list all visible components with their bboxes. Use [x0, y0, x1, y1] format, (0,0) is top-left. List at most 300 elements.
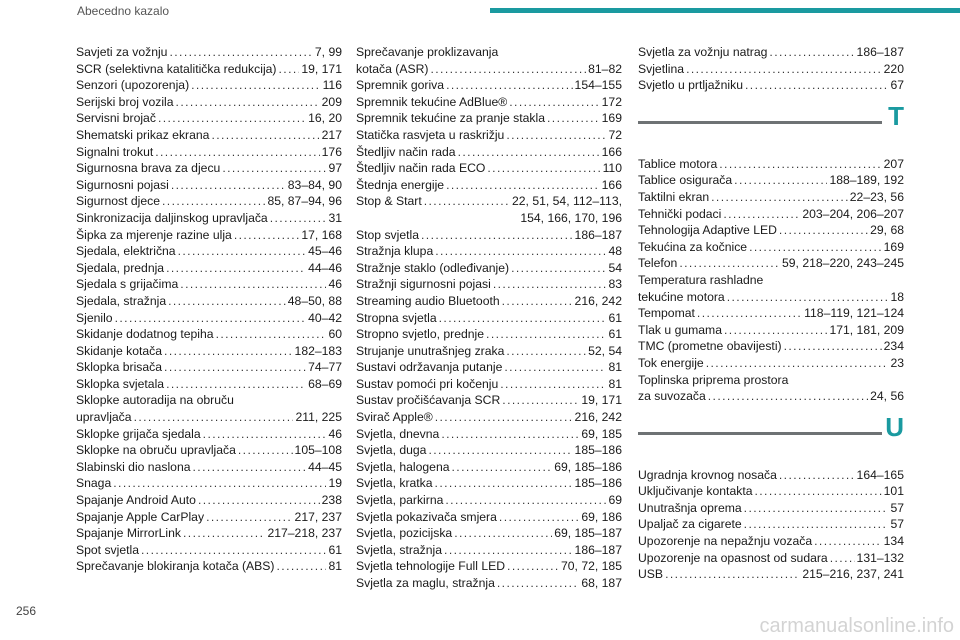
- leader-dots: [745, 77, 888, 94]
- index-column-2: [356, 44, 622, 592]
- index-list-u: [638, 467, 904, 583]
- index-entry-term: Spremnik tekućine AdBlue®: [356, 94, 508, 109]
- index-entry: [76, 276, 342, 293]
- index-entry: [638, 255, 904, 272]
- index-entry-pages: 74–77: [308, 360, 342, 375]
- leader-dots: [454, 525, 552, 542]
- index-entry: [76, 110, 342, 127]
- index-entry-term: Upozorenje na nepažnju vozača: [638, 534, 813, 549]
- index-entry: [76, 426, 342, 443]
- leader-dots: [506, 127, 606, 144]
- index-entry: [76, 260, 342, 277]
- leader-dots: [493, 276, 607, 293]
- leader-dots: [497, 575, 579, 592]
- index-entry-term: Štednja energije: [356, 177, 445, 192]
- index-entry-term: Sjedala s grijačima: [76, 277, 179, 292]
- leader-dots: [744, 500, 889, 517]
- leader-dots: [203, 426, 327, 443]
- index-entry-term: Streaming audio Bluetooth: [356, 293, 500, 308]
- index-entry-pages: 69, 185–186: [554, 459, 622, 474]
- index-entry-pages: 61: [328, 542, 342, 557]
- index-entry: [356, 177, 622, 194]
- index-entry-term: Spot svjetla: [76, 542, 140, 557]
- index-entry: [76, 44, 342, 61]
- index-entry-pages: 186–187: [574, 542, 622, 557]
- section-letter-t: T: [888, 100, 904, 131]
- leader-dots: [198, 492, 320, 509]
- leader-dots: [166, 260, 306, 277]
- index-entry-pages: 17, 168: [301, 227, 342, 242]
- index-entry-term: Svjetla, dnevna: [356, 426, 440, 441]
- section-rule: [638, 432, 882, 435]
- leader-dots: [183, 525, 265, 542]
- leader-dots: [706, 355, 889, 372]
- index-entry: [356, 343, 622, 360]
- index-entry-pages: 61: [608, 310, 622, 325]
- index-entry: [356, 293, 622, 310]
- index-entry-pages: 105–108: [294, 443, 342, 458]
- leader-dots: [234, 227, 300, 244]
- index-entry-term: Sjedala, prednja: [76, 260, 165, 275]
- index-entry-term: Serijski broj vozila: [76, 94, 174, 109]
- leader-dots: [458, 144, 600, 161]
- index-entry-pages: 154–155: [574, 78, 622, 93]
- index-entry-pages: 68, 187: [581, 576, 622, 590]
- index-entry: [76, 359, 342, 376]
- index-entry-pages: 172: [601, 94, 622, 109]
- index-entry-pages: 217, 237: [294, 509, 342, 524]
- leader-dots: [435, 475, 573, 492]
- index-entry-term: Signalni trokut: [76, 144, 154, 159]
- index-entry: [638, 550, 904, 567]
- index-entry-pages: 83–84, 90: [287, 177, 342, 192]
- index-entry: [638, 322, 904, 339]
- index-entry-term: Shematski prikaz ekrana: [76, 127, 210, 142]
- leader-dots: [754, 483, 881, 500]
- index-entry-term: Svjetlo u prtljažniku: [638, 78, 743, 93]
- leader-dots: [164, 359, 306, 376]
- leader-dots: [502, 392, 579, 409]
- leader-dots: [180, 276, 326, 293]
- index-entry-pages: 70, 72, 185: [561, 559, 622, 574]
- index-entry-term: upravljača: [76, 410, 132, 425]
- index-entry-pages: 209: [321, 94, 342, 109]
- index-entry-term: Štedljiv način rada: [356, 144, 456, 159]
- index-entry-pages: 57: [890, 500, 904, 515]
- page-number: 256: [16, 604, 37, 618]
- index-entry-pages: 57: [890, 517, 904, 532]
- index-entry-pages: 234: [883, 339, 904, 354]
- index-entry-pages: 31: [328, 210, 342, 225]
- index-entry: [638, 467, 904, 484]
- leader-dots: [166, 376, 306, 393]
- index-entry-pages: 46: [328, 426, 342, 441]
- index-entry-pages: 68–69: [308, 376, 342, 391]
- index-entry-pages: 110: [602, 161, 622, 176]
- leader-dots: [727, 289, 889, 306]
- index-entry: [638, 222, 904, 239]
- index-entry-pages: 22–23, 56: [849, 189, 904, 204]
- index-entry: [638, 533, 904, 550]
- leader-dots: [779, 467, 855, 484]
- index-entry-term: Tok energije: [638, 355, 704, 370]
- index-entry-pages: 7, 99: [314, 45, 342, 59]
- index-entry-pages: 131–132: [856, 550, 904, 565]
- index-entry-pages: 16, 20: [308, 111, 342, 126]
- index-entry-term: Sinkronizacija daljinskog upravljača: [76, 210, 268, 225]
- leader-dots: [277, 558, 327, 575]
- leader-dots: [158, 110, 306, 127]
- index-entry-term: Svirač Apple®: [356, 410, 433, 425]
- index-entry-term: Tehnologija Adaptive LED: [638, 223, 777, 238]
- leader-dots: [141, 542, 326, 559]
- leader-dots: [428, 442, 572, 459]
- leader-dots: [487, 160, 600, 177]
- index-entry: [76, 376, 342, 393]
- index-entry: [76, 459, 342, 476]
- leader-dots: [444, 542, 573, 559]
- index-entry-pages: 176: [321, 144, 342, 159]
- index-entry-term: Svjetla, pozicijska: [356, 526, 453, 541]
- index-entry-pages: 46: [328, 277, 342, 292]
- index-entry: [638, 516, 904, 533]
- index-entry-pages: 40–42: [308, 310, 342, 325]
- index-entry-term: Slabinski dio naslona: [76, 459, 191, 474]
- index-entry: [638, 206, 904, 223]
- index-entry: [356, 542, 622, 559]
- header-accent-bar: [490, 8, 960, 13]
- index-entry-term: Sigurnosna brava za djecu: [76, 161, 221, 176]
- index-entry-term: SCR (selektivna katalitička redukcija): [76, 61, 277, 76]
- index-entry-pages: 216, 242: [574, 293, 622, 308]
- index-entry: [356, 509, 622, 526]
- section-divider-u: [638, 411, 904, 457]
- index-entry-pages: 216, 242: [574, 410, 622, 425]
- leader-dots: [168, 293, 286, 310]
- section-rule: [638, 121, 882, 124]
- leader-dots: [222, 160, 326, 177]
- index-entry: [638, 338, 904, 355]
- index-entry-term: Strujanje unutrašnjeg zraka: [356, 343, 505, 358]
- index-entry-pages: 48: [608, 244, 622, 259]
- index-entry-pages: 85, 87–94, 96: [267, 194, 342, 209]
- index-entry: [638, 289, 904, 306]
- leader-dots: [446, 177, 600, 194]
- index-entry-term: Sustav pomoći pri kočenju: [356, 376, 499, 391]
- leader-dots: [769, 44, 854, 61]
- index-entry-pages: 185–186: [574, 476, 622, 491]
- index-entry-term: Servisni brojač: [76, 111, 156, 126]
- index-entry-term: Štedljiv način rada ECO: [356, 161, 486, 176]
- leader-dots: [445, 492, 606, 509]
- index-entry: [638, 305, 904, 322]
- index-entry: [638, 172, 904, 189]
- index-entry-term: Sjenilo: [76, 310, 113, 325]
- index-entry: [638, 77, 904, 94]
- index-entry: [638, 61, 904, 78]
- index-entry-term: Sklopka brisača: [76, 360, 163, 375]
- index-column-1: [76, 44, 342, 575]
- index-entry-pages: 217–218, 237: [267, 526, 342, 541]
- index-entry: [356, 276, 622, 293]
- index-entry: [356, 575, 622, 592]
- leader-dots: [439, 310, 607, 327]
- watermark: carmanualsonline.info: [759, 615, 954, 637]
- index-column-3: [638, 44, 904, 583]
- index-entry-term: Svjetla, halogena: [356, 459, 450, 474]
- leader-dots: [708, 388, 868, 405]
- index-entry: [76, 77, 342, 94]
- leader-dots: [155, 144, 319, 161]
- index-entry-term: Tablice motora: [638, 156, 718, 171]
- index-entry-pages: 69: [608, 493, 622, 508]
- index-entry-term: Sjedala, električna: [76, 244, 176, 259]
- leader-dots: [216, 326, 327, 343]
- index-entry: [76, 558, 342, 575]
- leader-dots: [421, 227, 573, 244]
- index-entry: [356, 492, 622, 509]
- leader-dots: [830, 550, 855, 567]
- index-entry-term: Stropno svjetlo, prednje: [356, 327, 485, 342]
- index-entry-term: Tablice osigurača: [638, 173, 733, 188]
- index-entry: [356, 475, 622, 492]
- leader-dots: [814, 533, 882, 550]
- index-entry-term: Telefon: [638, 256, 678, 271]
- leader-dots: [547, 110, 600, 127]
- index-entry-term: Spremnik goriva: [356, 78, 445, 93]
- leader-dots: [734, 172, 827, 189]
- index-entry-term: Uključivanje kontakta: [638, 484, 753, 499]
- index-entry-pages: 60: [328, 327, 342, 342]
- index-entry: [76, 210, 342, 227]
- index-entry-pages: 97: [328, 161, 342, 176]
- leader-dots: [500, 376, 606, 393]
- index-entry-term: Sjedala, stražnja: [76, 293, 167, 308]
- index-entry: [76, 243, 342, 260]
- index-entry-term: Tempomat: [638, 306, 695, 321]
- index-entry: [76, 509, 342, 526]
- index-entry: [356, 243, 622, 260]
- index-entry: [76, 409, 342, 426]
- index-entry-pages: 116: [322, 78, 342, 93]
- index-entry-pages: 166: [601, 144, 622, 159]
- index-entry-pages: 44–46: [308, 260, 342, 275]
- leader-dots: [176, 94, 320, 111]
- leader-dots: [430, 61, 586, 78]
- index-entry-pages: 182–183: [294, 343, 342, 358]
- leader-dots: [679, 255, 780, 272]
- leader-dots: [749, 239, 882, 256]
- index-entry: [638, 388, 904, 405]
- index-entry: [356, 160, 622, 177]
- leader-dots: [171, 177, 286, 194]
- index-entry-term: Šipka za mjerenje razine ulja: [76, 227, 232, 242]
- index-entry-term: Senzori (upozorenja): [76, 78, 190, 93]
- leader-dots: [206, 509, 292, 526]
- index-entry-pages: 134: [883, 534, 904, 549]
- index-entry-term: Svjetla, duga: [356, 443, 427, 458]
- index-entry-pages: 29, 68: [870, 223, 904, 238]
- index-entry: [76, 127, 342, 144]
- index-entry: [356, 94, 622, 111]
- index-entry-prefix: Toplinska priprema prostora: [638, 372, 789, 387]
- index-entry-pages: 52, 54: [588, 343, 622, 358]
- leader-dots: [270, 210, 327, 227]
- leader-dots: [724, 322, 827, 339]
- index-entry-term: Svjetla, parkirna: [356, 493, 444, 508]
- index-entry-pages: 81: [608, 360, 622, 375]
- index-entry-pages: 101: [883, 484, 904, 499]
- leader-dots: [507, 558, 559, 575]
- index-entry-term: Stropna svjetla: [356, 310, 437, 325]
- index-entry-term: Sklopke grijača sjedala: [76, 426, 201, 441]
- leader-dots: [502, 293, 573, 310]
- index-entry-pages: 238: [321, 493, 342, 508]
- index-entry-pages: 67: [890, 78, 904, 93]
- index-entry-pages: 203–204, 206–207: [802, 206, 904, 221]
- index-entry: [356, 359, 622, 376]
- index-entry-prefix: Sprečavanje proklizavanja: [356, 45, 499, 59]
- index-entry-term: Stražnji sigurnosni pojasi: [356, 277, 491, 292]
- leader-dots: [697, 305, 802, 322]
- index-entry-pages: 23: [890, 355, 904, 370]
- leader-dots: [504, 359, 606, 376]
- index-entry-pages: 69, 185: [581, 426, 622, 441]
- index-entry-term: Svjetla pokazivača smjera: [356, 509, 497, 524]
- index-entry-pages: 169: [883, 239, 904, 254]
- index-entry-pages: 164–165: [856, 467, 904, 482]
- leader-dots: [169, 44, 312, 61]
- index-entry-pages: 61: [608, 327, 622, 342]
- index-entry-term: Sigurnost djece: [76, 194, 161, 209]
- leader-dots: [452, 459, 553, 476]
- index-entry-term: Tehnički podaci: [638, 206, 722, 221]
- index-entry-pages: 22, 51, 54, 112–113,: [511, 194, 622, 209]
- index-entry-pages: 81: [328, 559, 342, 574]
- index-entry-term: Sprečavanje blokiranja kotača (ABS): [76, 559, 275, 574]
- index-entry: [356, 127, 622, 144]
- index-entry: [76, 492, 342, 509]
- index-entry-term: Sklopke na obruču upravljača: [76, 443, 236, 458]
- index-entry-pages: 54: [608, 260, 622, 275]
- index-entry-term: Svjetla, kratka: [356, 476, 433, 491]
- index-entry: [76, 525, 342, 542]
- index-entry: [356, 558, 622, 575]
- index-entry-term: Sklopka svjetala: [76, 376, 165, 391]
- leader-dots: [193, 459, 307, 476]
- index-entry: [638, 500, 904, 517]
- index-entry: [76, 310, 342, 327]
- index-entry-pages: 166: [601, 177, 622, 192]
- leader-dots: [509, 94, 599, 111]
- index-entry: [76, 475, 342, 492]
- leader-dots: [441, 426, 579, 443]
- index-entry: [356, 326, 622, 343]
- index-entry: [76, 542, 342, 559]
- leader-dots: [178, 243, 307, 260]
- index-entry-term: Svjetla tehnologije Full LED: [356, 559, 506, 574]
- index-entry-term: Sigurnosni pojasi: [76, 177, 169, 192]
- index-entry-term: za suvozača: [638, 389, 706, 404]
- index-entry-term: Savjeti za vožnju: [76, 45, 168, 59]
- index-entry-term: Stop & Start: [356, 194, 422, 209]
- index-entry: [76, 343, 342, 360]
- index-entry-term: Svjetla za vožnju natrag: [638, 45, 768, 59]
- leader-dots: [506, 343, 586, 360]
- index-list-t: [638, 156, 904, 405]
- index-entry-term: Tekućina za kočnice: [638, 239, 748, 254]
- index-entry: [638, 156, 904, 173]
- leader-dots: [446, 77, 572, 94]
- index-entry-term: Spajanje Android Auto: [76, 493, 196, 508]
- index-entry-pages: 186–187: [856, 45, 904, 59]
- index-entry-term: Sustavi održavanja putanje: [356, 360, 503, 375]
- leader-dots: [238, 442, 293, 459]
- index-entry-term: Snaga: [76, 476, 112, 491]
- index-entry-pages: 24, 56: [870, 389, 904, 404]
- index-entry: [638, 483, 904, 500]
- leader-dots: [719, 156, 881, 173]
- index-entry: [356, 193, 622, 210]
- index-entry: [76, 193, 342, 210]
- index-entry-term: Svjetlina: [638, 61, 685, 76]
- index-entry-pages: 169: [601, 111, 622, 126]
- index-entry-term: Skidanje kotača: [76, 343, 163, 358]
- leader-dots: [499, 509, 579, 526]
- index-entry: [76, 326, 342, 343]
- index-entry-term: Ugradnja krovnog nosača: [638, 467, 777, 482]
- index-entry: [638, 239, 904, 256]
- page-header-title: Abecedno kazalo: [77, 4, 170, 18]
- leader-dots: [279, 61, 300, 78]
- index-entry-pages: 45–46: [308, 244, 342, 259]
- index-entry: [356, 442, 622, 459]
- index-entry-pages: 44–45: [308, 459, 342, 474]
- index-entry: [76, 61, 342, 78]
- index-entry-term: Svjetla, stražnja: [356, 542, 443, 557]
- index-entry-pages: 81: [608, 376, 622, 391]
- index-entry: [356, 77, 622, 94]
- index-entry-term: Upozorenje na opasnost od sudara: [638, 550, 828, 565]
- leader-dots: [435, 409, 573, 426]
- index-entry: [356, 144, 622, 161]
- leader-dots: [686, 61, 882, 78]
- index-entry: [76, 160, 342, 177]
- index-entry-pages: 215–216, 237, 241: [802, 567, 904, 582]
- index-entry-term: TMC (prometne obavijesti): [638, 339, 782, 354]
- index-entry: [76, 442, 342, 459]
- index-entry: [356, 392, 622, 409]
- index-entry-term: Sustav pročišćavanja SCR: [356, 393, 501, 408]
- index-entry-pages: 188–189, 192: [829, 173, 904, 188]
- index-entry-pages: 69, 186: [581, 509, 622, 524]
- index-entry-term: USB: [638, 567, 664, 582]
- leader-dots: [211, 127, 319, 144]
- index-entry-term: Spajanje Apple CarPlay: [76, 509, 205, 524]
- index-entry-prefix: Temperatura rashladne: [638, 272, 764, 287]
- leader-dots: [784, 338, 882, 355]
- index-entry: [638, 355, 904, 372]
- leader-dots: [113, 475, 326, 492]
- index-entry: [76, 293, 342, 310]
- leader-dots: [164, 343, 293, 360]
- index-entry: [356, 310, 622, 327]
- index-list-s-continued: [638, 44, 904, 94]
- leader-dots: [744, 516, 889, 533]
- leader-dots: [665, 566, 800, 583]
- index-entry: [638, 189, 904, 206]
- index-entry-term: kotača (ASR): [356, 61, 429, 76]
